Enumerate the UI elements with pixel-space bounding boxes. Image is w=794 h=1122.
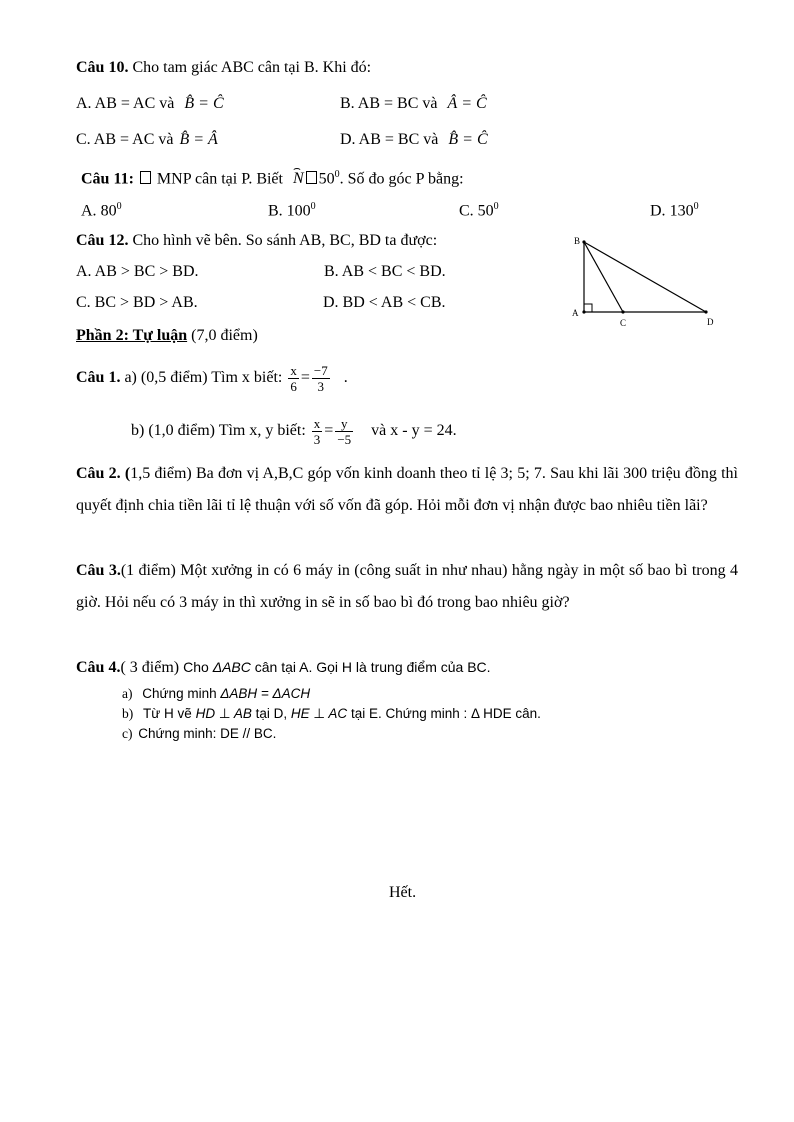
q11-option-d [650, 197, 699, 221]
q11-option-a [81, 197, 122, 221]
c4-b-text2: tại D, [255, 706, 288, 721]
q10-b-formula: Â = Ĉ [447, 95, 487, 112]
q11-option-b [268, 197, 316, 221]
c4-item-b [122, 706, 541, 722]
q10-d-formula: B̂ = Ĉ [448, 131, 488, 148]
q11-b-letter: B. [268, 202, 283, 220]
c3-paragraph [76, 555, 738, 619]
q11-a-value: 80 [100, 202, 117, 220]
c4-text-a: Cho [183, 659, 209, 675]
q11-text-before: MNP cân tại P. Biết [156, 170, 283, 188]
label-b: B [574, 236, 581, 246]
point-d [704, 310, 707, 313]
q12-label: Câu 12. [76, 232, 129, 249]
c4-c-marker: c) [122, 726, 133, 741]
q11-b-value: 100 [286, 202, 311, 220]
c4-a-math: ΔABH = ΔACH [220, 686, 311, 701]
q12-stem [76, 231, 437, 251]
triangle-symbol-icon [140, 171, 151, 184]
c4-triangle: ΔABC [212, 659, 251, 675]
c4-text-b: cân tại A. Gọi H là trung điểm của BC. [254, 659, 491, 675]
c1-b-frac1-den: 3 [313, 431, 321, 447]
q10-label: Câu 10. [76, 59, 129, 76]
c1-a-frac1-num: x [290, 362, 297, 378]
q11-option-c [459, 197, 499, 221]
point-c [621, 310, 624, 313]
c4-a-marker: a) [122, 686, 133, 701]
c1-a-frac2-den: 3 [317, 378, 325, 394]
c4-item-a [122, 686, 310, 702]
q11-c-sup: 0 [493, 201, 499, 212]
q10-c-prefix: C. AB = AC và [76, 131, 174, 148]
q10-option-b [340, 94, 487, 114]
c1-b-frac2 [335, 416, 353, 447]
c4-b-math2: HE ⊥ AC [290, 706, 348, 721]
c2-label: Câu 2. ( [76, 465, 131, 482]
c1-b-frac2-den: −5 [337, 431, 352, 447]
c1-a-frac2-num: −7 [313, 362, 328, 378]
end-text: Hết. [389, 884, 417, 901]
q10-text: Cho tam giác ABC cân tại B. Khi đó: [132, 59, 372, 76]
part2-heading [76, 326, 258, 346]
c1-label: Câu 1. [76, 369, 121, 386]
q10-d-prefix: D. AB = BC và [340, 131, 439, 148]
q11-c-letter: C. [459, 202, 474, 220]
q10-c-formula: B̂ = Â [179, 131, 218, 148]
q11-label: Câu 11: [81, 170, 134, 188]
q10-b-prefix: B. AB = BC và [340, 95, 438, 112]
q11-c-value: 50 [477, 202, 494, 220]
c3-label: Câu 3. [76, 562, 121, 579]
c1-a-text: a) (0,5 điểm) Tìm x biết: [124, 369, 283, 386]
q11-a-letter: A. [81, 202, 97, 220]
c1-a-frac1-den: 6 [290, 378, 297, 394]
q12-option-b: B. AB < BC < BD. [324, 263, 446, 280]
c3-text: (1 điểm) Một xưởng in có 6 máy in (công suất in như nhau) hằng ngày in một số bao bì trong 4 giờ. Hỏi nếu có 3 máy in thì xưởng in sẽ in số bao bì đó trong bao nhiêu giờ? [76, 562, 739, 611]
c1-b-frac2-num: y [335, 416, 353, 432]
q10-option-d [340, 130, 488, 150]
c4-b-marker: b) [122, 706, 134, 721]
q11-d-sup: 0 [693, 201, 699, 212]
q11-a-sup: 0 [116, 201, 122, 212]
q11-d-value: 130 [669, 202, 694, 220]
q12-option-c: C. BC > BD > AB. [76, 294, 198, 311]
point-a [582, 310, 585, 313]
q11-b-sup: 0 [310, 201, 316, 212]
c2-text: 1,5 điểm) Ba đơn vị A,B,C góp vốn kinh doanh theo tỉ lệ 3; 5; 7. Sau khi lãi 300 triệu đồng thì quyết định chia tiền lãi tỉ lệ thuận với số vốn đã góp. Hỏi mỗi đơn vị nhận được bao nhiêu tiền lãi? [76, 465, 739, 514]
c1-a: Câu 1. a) (0,5 điểm) Tìm x biết: $\frac{x}{6}$ = $\frac{-7}{3}$ . [76, 362, 348, 394]
q11-text-mid: 50 [318, 170, 335, 188]
c1-b: b) (1,0 điểm) Tìm x, y biết: $\frac{x}{3}$ = $\frac{y}{-5}$ và x - y = 24. [131, 415, 457, 447]
equals-symbol-icon [306, 171, 317, 184]
q12-text: Cho hình vẽ bên. So sánh AB, BC, BD ta được: [132, 232, 438, 249]
q10-option-c [76, 130, 218, 150]
q11-stem: Câu 11: MNP cân tại P. Biết ⌢ N $50^0$. Số đo góc P bằng: [81, 165, 464, 189]
c4-label: Câu 4. [76, 659, 121, 676]
triangle-figure [566, 232, 726, 332]
c4-b-text3: tại E. Chứng minh : Δ HDE cân. [350, 706, 541, 721]
q10-a-formula: B̂ = Ĉ [184, 95, 224, 112]
label-a: A [572, 308, 579, 318]
c1-a-frac1 [288, 363, 299, 394]
part2-title: Phần 2: Tự luận [76, 327, 188, 344]
c1-a-end: . [343, 369, 348, 386]
c1-b-end: và x - y = 24. [371, 422, 457, 439]
q11-angle: ⌢ N [293, 169, 304, 189]
c4-points: ( 3 điểm) [120, 659, 180, 676]
c4-c-text: Chứng minh: DE // BC. [138, 726, 277, 741]
q10-stem [76, 58, 371, 78]
c4-stem [76, 657, 491, 678]
right-angle-icon [584, 304, 592, 312]
q11-d-letter: D. [650, 202, 666, 220]
c2-paragraph [76, 458, 738, 522]
point-b [582, 240, 585, 243]
label-d: D [707, 317, 714, 327]
part2-points: (7,0 điểm) [191, 327, 258, 344]
c1-b-text: b) (1,0 điểm) Tìm x, y biết: [131, 422, 306, 439]
c4-a-text: Chứng minh [142, 686, 217, 701]
q11-text-after: . Số đo góc P bằng: [339, 170, 464, 188]
q12-option-d: D. BD < AB < CB. [323, 294, 446, 311]
c4-b-text1: Từ H vẽ [143, 706, 192, 721]
c4-b-math1: HD ⊥ AB [195, 706, 252, 721]
c4-item-c [122, 726, 276, 742]
q10-option-a [76, 94, 224, 114]
q10-a-prefix: A. AB = AC và [76, 95, 175, 112]
q12-option-a: A. AB > BC > BD. [76, 263, 199, 280]
label-c: C [620, 318, 627, 328]
c1-b-frac1 [312, 416, 323, 447]
segment-bd [584, 242, 706, 312]
c1-a-frac2 [312, 363, 330, 394]
c1-b-frac1-num: x [313, 415, 321, 431]
